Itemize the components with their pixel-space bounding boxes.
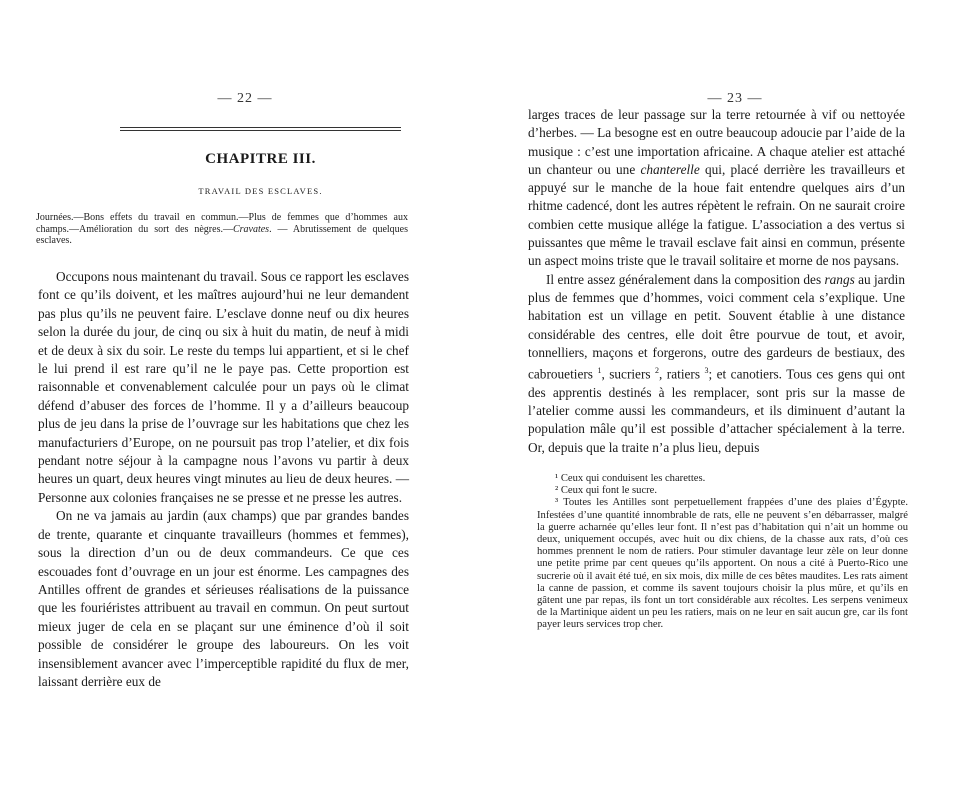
chapter-summary xyxy=(36,212,408,247)
footnote: ² Ceux qui font le sucre. xyxy=(555,485,658,497)
footnotes xyxy=(537,473,908,632)
chapter-subtitle: TRAVAIL DES ESCLAVES. xyxy=(198,186,323,196)
paragraph-text: Il entre assez généralement dans la composition des xyxy=(546,271,825,287)
paragraph xyxy=(528,271,905,457)
summary-text-end: . — Abrutissement de quelques esclaves. xyxy=(36,223,409,246)
footnote-marker: 1 xyxy=(597,366,602,376)
body-text xyxy=(528,106,905,457)
paragraph-text: qui, placé derrière les travailleurs et appuyé sur le manche de la houe fait entendre quelques airs d’un rhitme cadencé, dont les autres répètent le refrain. On ne saurait croire combien cette musique allége la fatigue. L’association a des vertus si puissantes que même le travail esclave fait ainsi en commun, présente un aspect moins triste que le travail solitaire et morne de nos paysans. xyxy=(528,161,905,269)
paragraph-text: larges traces de leur passage sur la terre retournée à vif ou nettoyée d’herbes. — La besogne est en outre beaucoup adoucie par l’aide de la musique : c’est une importation africaine. A chaque atelier est attaché un chanteur ou une xyxy=(528,107,905,177)
summary-text: Journées.—Bons effets du travail en commun.—Plus de femmes que d’hommes aux champs.—Amélioration du sort des nègres.— xyxy=(36,212,408,235)
footnote-marker: 3 xyxy=(704,366,709,376)
footnote: ³ Toutes les Antilles sont perpetuellement frappées d’une des plaies d’Égypte. Infestées d’une quantité innombrable de rats, elle ne peuvent s’en débarrasser, malgré la guerre acharnée qu’elles leur font. Il n’est pas d’habitation qui n’ait un homme ou deux, uniquement occupés, avec huit ou dix chiens, de la chasse aux rats, d’où ces hommes prennent le nom de ratiers. Pour stimuler davantage leur zèle on leur donne une petite prime par cent queues qu’ils apportent. On nous a cité à Puerto-Rico une sucrerie où il avait été tué, en six mois, dix mille de ces bêtes maudites. Les rats aiment la canne de passion, et comme ils savent toujours choisir la plus mûre, et qu’ils en gâtent une par repas, ils font un tort considérable aux récoltes. Les serpens venimeux de la Martinique aident un peu les ratiers, mais on ne leur en sait aucun gre, car ils font payer leurs services trop cher. xyxy=(537,497,908,631)
paragraph-text: au jardin plus de femmes que d’hommes, voici comment cela s’explique. Une habitation est un village en petit. Souvent établie à une distance considérable des centres, elle doit être pourvue de tout, et avoir, tonnelliers, maçons et forgerons, outre des gardeurs de bestiaux, des cabrouetiers xyxy=(528,271,905,382)
italic-term: rangs xyxy=(824,271,855,287)
header-rule xyxy=(120,130,401,131)
paragraph-text: ; et canotiers. Tous ces gens qui ont des apprentis destinés à les remplacer, sont pris sur la masse de l’atelier comme aussi les commandeurs, et ils diminuent d’autant la population mâle qu’il est possible d’attacher spécialement à la terre. Or, depuis que la traite n’a plus lieu, depuis xyxy=(528,366,906,455)
footnote: ¹ Ceux qui conduisent les charettes. xyxy=(555,473,706,484)
paragraph: Occupons nous maintenant du travail. Sous ce rapport les esclaves font ce qu’ils doivent, et les maîtres aujourd’hui ne leur demandent pas plus qu’ils ne peuvent faire. L’esclave donne neuf ou dix heures selon la durée du jour, de cinq ou six à huit du matin, de neuf à midi et de deux à six du soir. Le reste du temps lui appartient, et si le chef le lui prend il est rare qu’il ne le paye pas. Cette proportion est raisonnable et convenablement calculée pour un pays où le climat défend d’abuser des forces de l’homme. Il y a d’ailleurs beaucoup plus de jeu dans la prise de l’ouvrage sur les habitations que chez les manufacturiers d’Europe, on ne poursuit pas trop l’atelier, et dix fois pendant notre séjour à la campagne nous l’avons vu partir à deux heures un quart, deux heures vingt minutes au lieu de deux heures. — Personne aux colonies françaises ne se presse et ne presse les autres. xyxy=(38,269,410,505)
body-text xyxy=(38,268,409,691)
chapter-title: CHAPITRE III. xyxy=(205,151,316,167)
paragraph xyxy=(528,106,905,271)
paragraph: On ne va jamais au jardin (aux champs) que par grandes bandes de trente, quarante et cinquante travailleurs (hommes et femmes), sous la direction d’un ou de deux commandeurs. Ce que ces escouades font d’ouvrage en un jour est énorme. Les campagnes des Antilles offrent de grandes et sérieuses réalisations de la puissance que les fouriéristes attribuent au travail en commun. On peut surtout mieux juger de cela en se plaçant sur une éminence d’où il soit possible de considérer le groupe des laboureurs. On les voit insensiblement avancer avec l’imperceptible rapidité du flux de mer, laissant derrière eux de xyxy=(38,508,409,689)
summary-italic: Cravates xyxy=(232,223,270,235)
header-rule xyxy=(120,127,401,128)
paragraph-text: , ratiers xyxy=(659,366,705,382)
italic-term: chanterelle xyxy=(640,161,700,177)
paragraph-text: , sucriers xyxy=(601,366,656,382)
page-number: — 23 — xyxy=(707,91,763,106)
page-number: — 22 — xyxy=(217,91,273,106)
footnote-marker: 2 xyxy=(655,366,660,376)
